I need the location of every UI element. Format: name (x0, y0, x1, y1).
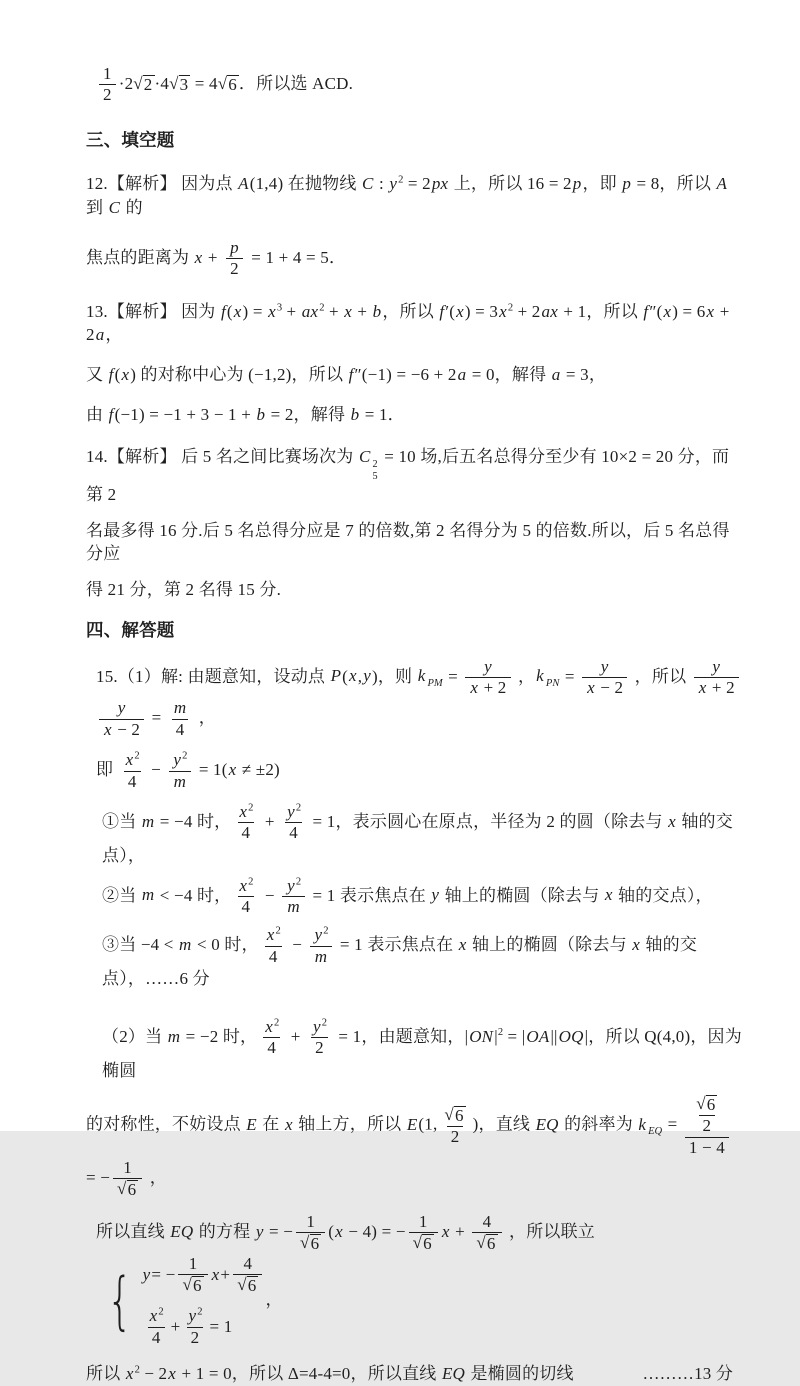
superscript: 2 (275, 925, 281, 937)
square-root (237, 1276, 258, 1296)
math-variable: PM (427, 677, 443, 689)
math-variable: x (668, 811, 676, 831)
heading-answer: 四、解答题 (86, 620, 175, 641)
superscript: 2 (134, 750, 140, 762)
math-variable: y (600, 656, 609, 676)
q14-line-3: 得 21 分，第 2 名得 15 分. (86, 580, 282, 600)
square-root (169, 75, 190, 95)
fraction-numerator (225, 238, 244, 258)
square-root (300, 1234, 321, 1254)
fraction-denominator: 4 (285, 822, 302, 843)
fraction-numerator (308, 1017, 331, 1037)
radical-icon: √ (133, 73, 143, 93)
radicand: 6 (192, 1276, 202, 1296)
fraction-numerator (707, 657, 725, 677)
radical-icon: √ (169, 73, 179, 93)
superscript: 2 (323, 925, 329, 937)
math-variable: x (266, 925, 275, 945)
radical-icon: √ (182, 1275, 192, 1295)
fraction-denominator (310, 946, 332, 967)
math-variable: y (431, 885, 440, 905)
fraction (145, 1306, 168, 1348)
left-brace-icon: { (106, 1263, 133, 1337)
fraction (169, 698, 191, 740)
q12-line-2: 焦点的距离为 x + $\frac{p}{2}$ = 1 + 4 = 5． (86, 237, 347, 279)
math-variable: x (125, 750, 134, 770)
fraction-numerator (169, 698, 191, 718)
fraction-denominator (409, 1232, 438, 1254)
fraction-numerator (440, 1105, 469, 1126)
math-variable: y (287, 801, 295, 821)
document-content (86, 64, 744, 1386)
radicand: 6 (228, 74, 237, 94)
fraction (178, 1254, 207, 1296)
radical-icon: √ (237, 1275, 247, 1295)
math-variable: E (406, 1115, 418, 1135)
subscript (545, 678, 560, 689)
q14-line-2: 名最多得 16 分.后 5 名总得分应是 7 的倍数,第 2 名得分为 5 的倍数.所以，后 5 名总得分应 (86, 520, 730, 564)
math-variable: x (632, 935, 640, 955)
fraction (99, 64, 116, 106)
math-variable: y (712, 656, 721, 676)
fraction-numerator: 1 (418, 1211, 428, 1231)
radicand: 6 (423, 1234, 432, 1254)
math-variable: x (284, 1115, 293, 1135)
fraction-denominator: 4 (124, 771, 141, 792)
radicand: 6 (454, 1106, 464, 1126)
math-variable: f (220, 301, 226, 321)
math-variable: b (372, 301, 382, 321)
square-root (476, 1234, 497, 1254)
math-variable: x (211, 1265, 220, 1285)
fraction (262, 925, 285, 967)
radicand: 6 (127, 1180, 137, 1200)
fraction (582, 657, 627, 699)
fraction-numerator (282, 802, 305, 822)
fraction-numerator (234, 876, 257, 896)
math-variable: x (239, 801, 248, 821)
fraction-numerator (234, 802, 257, 822)
math-variable: k (638, 1115, 647, 1135)
math-variable: EQ (441, 1363, 466, 1383)
superscript: 3 (276, 302, 283, 313)
fraction-numerator (260, 1017, 283, 1037)
fraction (472, 1212, 501, 1254)
superscript: 2 (274, 1017, 280, 1029)
fraction-denominator: 2 (699, 1115, 716, 1136)
fraction (282, 876, 305, 918)
math-variable: x (233, 301, 242, 321)
q15-case-1: ①当 m = −4 时， $\frac{x^2}{4}$ + $\frac{y^2}{4}$ = 1，表示圆心在原点，半径为 2 的圆（除去与 x 轴的交点）， (102, 801, 733, 865)
math-variable: OQ (558, 1026, 584, 1046)
subscript (647, 1126, 663, 1137)
math-variable: ax (301, 301, 319, 321)
equation-row: y = − 1 √ 6 x + 4 √ 6 (142, 1254, 266, 1296)
q15-part2-line-1: （2）当 m = −2 时， $\frac{x^2}{4}$ + $\frac{y^2}{2}$ = 1，由题意知，$|ON|^2 = |OA||OQ|$，所以 Q(4,0)，因为椭圆 (102, 1016, 742, 1080)
math-variable: f (108, 405, 114, 425)
fraction (440, 1105, 469, 1147)
math-variable: C (108, 198, 121, 218)
math-variable: x (239, 875, 248, 895)
math-variable: EQ (648, 1126, 663, 1138)
fraction (694, 657, 739, 699)
fraction-denominator: 2 (99, 84, 116, 105)
superscript: 2 (182, 750, 188, 762)
math-variable: y (173, 750, 182, 770)
superscript: 2 (321, 1017, 327, 1029)
math-variable: ON (469, 1026, 494, 1046)
q15-part1-line-1: 15.（1）解: 由题意知，设动点 P(x,y)，则 k $_{PM}$ = $\frac{y}{x + 2}$ ，k $_{PN}$ = $\frac{y}{x - 2}$ ，所以 $\frac{y}{x + 2}$ $\frac{y}{x - 2}$ = $\frac{m}{4}$ ， (86, 657, 744, 741)
math-variable: ax (541, 301, 558, 321)
math-variable: x (104, 719, 112, 739)
fraction-numerator: 4 (243, 1254, 253, 1274)
fraction-denominator (296, 1232, 325, 1254)
math-variable: p (622, 174, 632, 194)
math-variable: x (663, 301, 672, 321)
math-variable: x (268, 301, 276, 321)
radicand: 6 (706, 1095, 716, 1115)
math-variable: f (643, 301, 649, 321)
fraction-numerator (145, 1306, 168, 1326)
radical-icon: √ (476, 1233, 486, 1253)
math-variable: x (149, 1306, 158, 1326)
math-variable: P (330, 666, 342, 686)
math-variable: k (536, 666, 544, 686)
square-root (133, 75, 154, 95)
fraction-numerator (121, 750, 144, 770)
fraction-numerator (692, 1094, 721, 1115)
q15-case-3: ③当 −4 < m < 0 时， $\frac{x^2}{4}$ − $\frac{y^2}{m}$ = 1 表示焦点在 x 轴上的椭圆（除去与 x 轴的交点），……6 分 (102, 925, 698, 989)
math-variable: x (349, 666, 357, 686)
square-root (117, 1180, 138, 1200)
fraction-denominator: 2 (187, 1327, 204, 1348)
fraction-denominator: 1 − 4 (685, 1137, 729, 1158)
superscript: 2 (295, 875, 302, 887)
math-variable: x (587, 677, 595, 697)
math-variable: a (95, 325, 105, 345)
superscript: 2 (134, 1364, 140, 1376)
fraction-numerator (282, 876, 305, 896)
fraction-denominator: 4 (172, 719, 189, 740)
math-variable: x (458, 935, 467, 955)
fraction-denominator (113, 1178, 142, 1200)
math-variable: y (484, 656, 492, 676)
math-variable: y (389, 174, 398, 194)
math-variable: y (363, 666, 371, 686)
fraction (296, 1212, 325, 1254)
math-variable: m (179, 935, 192, 955)
math-variable: x (441, 1221, 450, 1241)
square-root (218, 75, 239, 95)
math-variable: f (348, 365, 354, 385)
fraction-numerator: 1 (306, 1211, 316, 1231)
fraction (308, 1017, 331, 1059)
fraction-numerator (113, 698, 131, 718)
math-variable: m (173, 771, 187, 791)
fraction (121, 750, 144, 792)
q15-part2-line-4: 所以 $x^2 - 2x + 1 = 0$，所以 Δ=4-4=0，所以直线 EQ 是椭圆的切线 ………13 分 (86, 1363, 734, 1383)
math-variable: x (698, 677, 707, 697)
fraction (282, 802, 305, 844)
fraction-denominator: 4 (263, 1037, 280, 1058)
superscript: 2 (248, 875, 254, 887)
fraction (309, 925, 332, 967)
equation-system-rows (142, 1254, 266, 1348)
math-variable: C (358, 446, 371, 466)
radicand: 3 (179, 74, 189, 94)
math-variable: x (194, 247, 203, 267)
superscript: 2 (372, 459, 378, 471)
fraction-numerator: 1 (123, 1157, 132, 1177)
square-root (413, 1234, 434, 1254)
math-variable: x (604, 885, 613, 905)
radicand: 6 (310, 1234, 320, 1254)
fraction (99, 698, 144, 740)
math-variable: y (312, 1016, 321, 1036)
math-variable: y (117, 698, 126, 718)
fraction (465, 657, 510, 699)
fraction-numerator: 4 (482, 1211, 492, 1231)
fraction (183, 1306, 206, 1348)
math-variable: f (439, 301, 445, 321)
math-variable: x (335, 1221, 343, 1241)
fraction-denominator: 4 (238, 822, 255, 843)
fraction-numerator (479, 657, 497, 677)
fraction-denominator: x − 2 (582, 677, 627, 698)
q13-line-3: 由 f(−1) = −1 + 3 − 1 + b = 2，解得 b = 1． (86, 405, 405, 425)
subscript (426, 678, 443, 689)
math-variable: x (470, 677, 479, 697)
fraction-numerator (685, 1094, 728, 1136)
math-variable: x (121, 365, 130, 385)
math-variable: x (706, 301, 715, 321)
fraction-denominator: 4 (148, 1327, 165, 1348)
math-variable: k (417, 666, 426, 686)
subscript: 5 (372, 471, 378, 483)
math-variable: OA (526, 1026, 550, 1046)
superscript: 2 (248, 802, 254, 814)
math-variable: b (256, 405, 266, 425)
q15-part2-line-2: 的对称性，不妨设点 E 在 x 轴上方，所以 E(1, √ 6 2 )，直线 EQ 的斜率为 k $_{EQ}$ = √ 6 2 1 − 4 = − 1 √ 6 ， (86, 1094, 744, 1200)
fraction-denominator: x + 2 (694, 677, 739, 698)
q15-case-2: ②当 m < −4 时， $\frac{x^2}{4}$ − $\frac{y^2}{m}$ = 1 表示焦点在 y 轴上的椭圆（除去与 x 轴的交点）， (102, 875, 713, 916)
math-variable: p (572, 174, 582, 194)
fraction-denominator (178, 1274, 207, 1296)
radicand: 2 (143, 74, 153, 94)
fraction-denominator: 2 (447, 1126, 464, 1147)
superscript: 2 (497, 1027, 504, 1038)
fraction-numerator (262, 925, 285, 945)
math-variable: y (314, 925, 323, 945)
fraction-numerator: 1 (103, 64, 112, 83)
radical-icon: √ (217, 73, 228, 93)
math-variable: y (255, 1221, 264, 1241)
square-root (182, 1276, 203, 1296)
fraction (113, 1158, 142, 1200)
math-variable: C (362, 174, 374, 194)
fraction-denominator: 4 (265, 946, 282, 967)
math-variable: E (246, 1115, 257, 1135)
square-root (696, 1095, 717, 1115)
math-variable: y (287, 875, 295, 895)
fraction (234, 876, 257, 918)
fraction (168, 750, 191, 792)
math-variable: x (168, 1363, 177, 1383)
math-variable: px (431, 174, 449, 194)
radical-icon: √ (300, 1233, 310, 1253)
math-variable: A (716, 174, 728, 194)
math-variable: f (108, 365, 114, 385)
heading-fill-in: 三、填空题 (86, 129, 175, 150)
math-variable: y (142, 1265, 151, 1285)
fraction (225, 238, 244, 280)
math-variable: PN (545, 677, 560, 689)
math-variable: x (344, 301, 352, 321)
math-variable: EQ (535, 1115, 559, 1135)
fraction (234, 802, 257, 844)
math-variable: A (238, 174, 249, 194)
fraction-denominator: x + 2 (465, 677, 510, 698)
math-variable: x (499, 301, 507, 321)
math-variable: m (141, 885, 155, 905)
math-variable: m (167, 1026, 181, 1046)
math-variable: EQ (170, 1221, 194, 1241)
math-variable: x (125, 1363, 134, 1383)
fraction-numerator (596, 657, 614, 677)
math-variable: b (350, 405, 360, 425)
fraction-numerator (309, 925, 332, 945)
fraction-denominator (472, 1232, 501, 1254)
superscript: 2 (197, 1306, 203, 1318)
q13-line-1: 13.【解析】 因为 $f(x) = x^3 + ax^2 + x + b$，所以 $f'(x) = 3x^2 + 2ax + 1$，所以 f″(x) = 6x + 2a， (86, 301, 730, 345)
fraction-numerator (183, 1306, 206, 1326)
fraction-denominator: 2 (311, 1037, 328, 1058)
radical-icon: √ (696, 1094, 706, 1114)
fraction-numerator (168, 750, 191, 770)
radical-icon: √ (444, 1105, 454, 1125)
math-variable: m (314, 946, 328, 966)
fraction-denominator (282, 896, 304, 917)
fraction-denominator (169, 771, 191, 792)
superscript: 2 (319, 302, 325, 313)
radicand: 6 (247, 1276, 257, 1296)
square-root (444, 1106, 465, 1126)
choice-answer-line: $\frac{1}{2}$ ·2 √ 2 ·4 √ 3 = 4 √ 6 ．所以选 ACD. (86, 64, 744, 106)
radical-icon: √ (412, 1233, 423, 1253)
superscript: 2 (158, 1306, 164, 1318)
fraction (409, 1212, 438, 1254)
math-variable: m (287, 896, 300, 916)
fraction-numerator: 1 (188, 1254, 198, 1274)
fraction-denominator: 2 (226, 258, 243, 279)
superscript: 2 (398, 174, 404, 186)
equation-system (100, 1254, 265, 1348)
equation-row: $\frac{x^2}{4}$ + $\frac{y^2}{2}$ = 1 (142, 1306, 266, 1348)
radical-icon: √ (117, 1179, 127, 1199)
stacked-super-subscript (373, 459, 378, 482)
math-variable: m (173, 698, 187, 718)
math-variable: m (141, 811, 155, 831)
math-variable: a (551, 365, 561, 385)
math-variable: a (457, 365, 467, 385)
q12-line-1: 12.【解析】 因为点 A(1,4) 在抛物线 C : $y^2 = 2px$ 上，所以 16 = 2p，即 p = 8，所以 A 到 C 的 (86, 174, 728, 218)
fraction (685, 1094, 729, 1157)
math-variable: y (188, 1306, 197, 1326)
radicand: 6 (486, 1234, 496, 1254)
math-variable: x (265, 1016, 274, 1036)
math-variable: x (456, 301, 464, 321)
q15-part2-line-3: 所以直线 EQ 的方程 y = − 1 √ 6 (x − 4) = − 1 √ 6 x + 4 √ 6 ，所以联立 { y = − 1 √ 6 x + 4 √ 6 $\frac{x^2}{4}$ + $\frac{y^2}{2}$ = 1 ， (96, 1211, 595, 1347)
q15-part1-line-2: 即 $\frac{x^2}{4}$ − $\frac{y^2}{m}$ = 1(x ≠ ±2) (96, 750, 280, 791)
math-variable: p (230, 237, 239, 257)
math-variable: x (228, 759, 237, 779)
fraction-denominator (233, 1274, 262, 1296)
fraction (260, 1017, 283, 1059)
superscript: 2 (295, 802, 302, 814)
fraction-denominator: 4 (238, 896, 255, 917)
superscript: 2 (507, 302, 514, 313)
fraction-denominator: x − 2 (99, 719, 144, 740)
fraction (692, 1094, 721, 1136)
fraction (233, 1254, 262, 1296)
q14-line-1: 14.【解析】 后 5 名之间比赛场次为 C 2 5 = 10 场,后五名总得分至少有 10×2 = 20 分，而第 2 (86, 446, 730, 504)
q13-line-2: 又 f(x) 的对称中心为 (−1,2)，所以 f″(−1) = −6 + 2a = 0，解得 a = 3， (86, 365, 607, 385)
